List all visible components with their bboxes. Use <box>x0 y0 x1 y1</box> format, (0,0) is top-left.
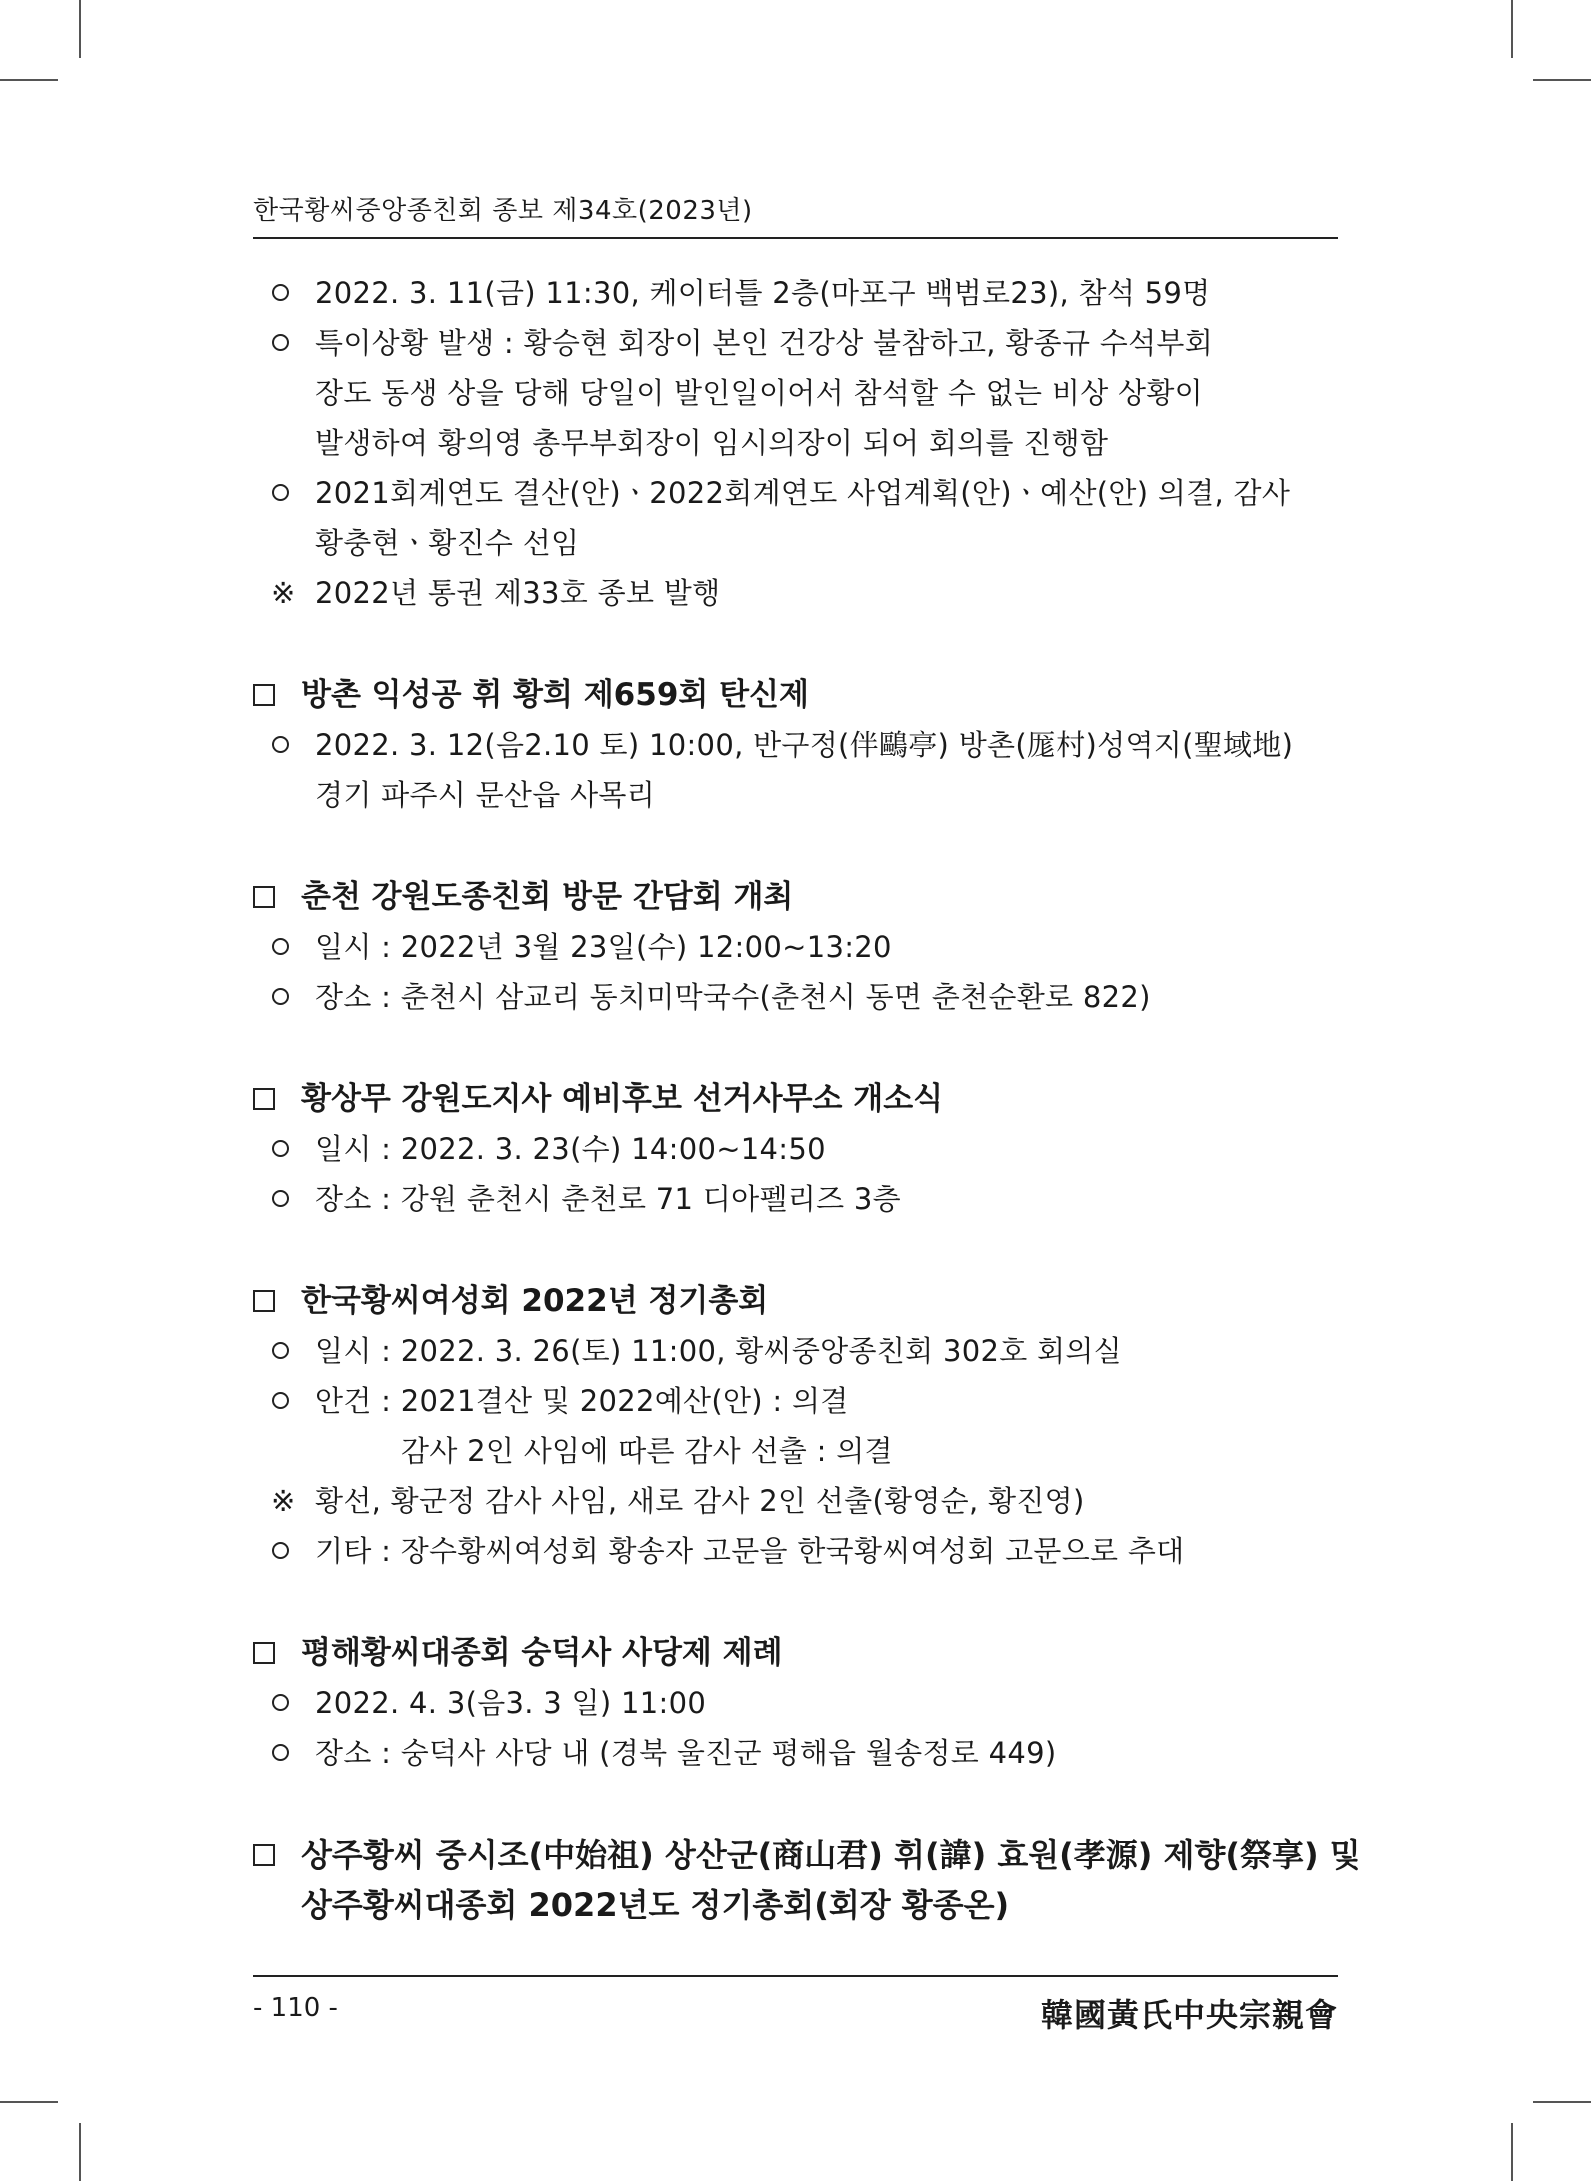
circle-bullet-icon <box>272 1694 289 1711</box>
section-heading-text: 상주황씨대종회 2022년도 정기총회(회장 황종온) <box>301 1886 1010 1924</box>
circle-bullet-icon <box>272 1542 289 1559</box>
list-item <box>253 1174 1338 1224</box>
list-item-text: 장소 : 강원 춘천시 춘천로 71 디아펠리즈 3층 <box>315 1182 901 1216</box>
checkbox-square-icon <box>253 1642 275 1664</box>
circle-bullet-icon <box>272 736 289 753</box>
list-item <box>253 1678 1338 1728</box>
list-item-text: 장도 동생 상을 당해 당일이 발인일이어서 참석할 수 없는 비상 상황이 <box>315 376 1203 410</box>
section-heading-text: 방촌 익성공 휘 황희 제659회 탄신제 <box>301 677 809 713</box>
list-item <box>253 1124 1338 1174</box>
list-item <box>253 1526 1338 1576</box>
section-heading <box>253 1276 1338 1326</box>
checkbox-square-icon <box>253 1088 275 1110</box>
list-item-text: 황충현ㆍ황진수 선임 <box>315 526 580 560</box>
footer-org-name: 韓國黃氏中央宗親會 <box>1040 1996 1338 2034</box>
circle-bullet-icon <box>272 284 289 301</box>
list-item-text: 안건 : 2021결산 및 2022예산(안) : 의결 <box>315 1384 849 1418</box>
section <box>253 1830 1361 1930</box>
circle-bullet-icon <box>272 988 289 1005</box>
circle-bullet-icon <box>272 1140 289 1157</box>
crop-mark <box>1511 0 1513 58</box>
crop-mark <box>1511 2123 1513 2181</box>
list-item <box>253 1376 1338 1476</box>
crop-mark <box>79 0 81 58</box>
section <box>253 670 1338 820</box>
section-heading <box>253 1830 1361 1930</box>
crop-mark <box>0 79 58 81</box>
page-body <box>253 268 1361 1930</box>
crop-mark <box>1533 2101 1591 2103</box>
list-item-text: 일시 : 2022. 3. 26(토) 11:00, 황씨중앙종친회 302호 회의실 <box>315 1334 1122 1368</box>
checkbox-square-icon <box>253 1290 275 1312</box>
section <box>253 1628 1338 1778</box>
checkbox-square-icon <box>253 684 275 706</box>
section-heading-text: 평해황씨대종회 숭덕사 사당제 제례 <box>301 1635 783 1671</box>
list-item-text: 2022년 통권 제33호 종보 발행 <box>315 576 721 610</box>
header-rule <box>253 237 1338 239</box>
list-item-subtext: 감사 2인 사임에 따른 감사 선출 : 의결 <box>401 1434 893 1468</box>
section-heading-text: 황상무 강원도지사 예비후보 선거사무소 개소식 <box>301 1081 944 1117</box>
circle-bullet-icon <box>272 1190 289 1207</box>
circle-bullet-icon <box>272 334 289 351</box>
list-item <box>253 468 1338 568</box>
section <box>253 268 1338 618</box>
crop-mark <box>0 2101 58 2103</box>
list-item-text: 황선, 황군정 감사 사임, 새로 감사 2인 선출(황영순, 황진영) <box>315 1484 1085 1518</box>
circle-bullet-icon <box>272 1744 289 1761</box>
section-heading <box>253 872 1338 922</box>
list-item <box>253 922 1338 972</box>
list-item <box>253 1728 1338 1778</box>
list-item <box>253 1326 1338 1376</box>
list-item-text: 장소 : 숭덕사 사당 내 (경북 울진군 평해읍 월송정로 449) <box>315 1736 1057 1770</box>
list-item-text: 경기 파주시 문산읍 사목리 <box>315 778 656 812</box>
section-heading <box>253 1074 1338 1124</box>
section <box>253 1276 1338 1576</box>
section <box>253 872 1338 1022</box>
circle-bullet-icon <box>272 938 289 955</box>
section-heading <box>253 1628 1338 1678</box>
reference-mark-icon: ※ <box>271 576 296 610</box>
section-heading-text: 한국황씨여성회 2022년 정기총회 <box>301 1283 769 1319</box>
list-item <box>253 568 1338 618</box>
list-item <box>253 1476 1338 1526</box>
reference-mark-icon: ※ <box>271 1484 296 1518</box>
list-item-text: 일시 : 2022. 3. 23(수) 14:00~14:50 <box>315 1132 826 1166</box>
list-item-text: 일시 : 2022년 3월 23일(수) 12:00~13:20 <box>315 930 892 964</box>
section <box>253 1074 1338 1224</box>
list-item <box>253 972 1338 1022</box>
running-title: 한국황씨중앙종친회 종보 제34호(2023년) <box>253 196 753 226</box>
list-item <box>253 318 1338 468</box>
section-heading-text: 춘천 강원도종친회 방문 간담회 개최 <box>301 879 794 915</box>
list-item <box>253 268 1338 318</box>
circle-bullet-icon <box>272 484 289 501</box>
list-item-text: 2022. 3. 12(음2.10 토) 10:00, 반구정(伴鷗亭) 방촌(厖村)성역지(聖域地) <box>315 728 1294 762</box>
checkbox-square-icon <box>253 1844 275 1866</box>
circle-bullet-icon <box>272 1342 289 1359</box>
list-item-text: 2022. 3. 11(금) 11:30, 케이터틀 2층(마포구 백범로23), 참석 59명 <box>315 276 1211 310</box>
footer-rule <box>253 1975 1338 1977</box>
list-item-text: 장소 : 춘천시 삼교리 동치미막국수(춘천시 동면 춘천순환로 822) <box>315 980 1151 1014</box>
section-heading-text: 상주황씨 중시조(中始祖) 상산군(商山君) 휘(諱) 효원(孝源) 제향(祭享) 및 <box>301 1836 1361 1874</box>
list-item-text: 2021회계연도 결산(안)ㆍ2022회계연도 사업계획(안)ㆍ예산(안) 의결, 감사 <box>315 476 1291 510</box>
checkbox-square-icon <box>253 886 275 908</box>
crop-mark <box>1533 79 1591 81</box>
list-item-text: 기타 : 장수황씨여성회 황송자 고문을 한국황씨여성회 고문으로 추대 <box>315 1534 1185 1568</box>
list-item-text: 2022. 4. 3(음3. 3 일) 11:00 <box>315 1686 707 1720</box>
list-item-text: 발생하여 황의영 총무부회장이 임시의장이 되어 회의를 진행함 <box>315 426 1109 460</box>
circle-bullet-icon <box>272 1392 289 1409</box>
list-item <box>253 720 1338 820</box>
page-number: - 110 - <box>253 1993 338 2023</box>
list-item-text: 특이상황 발생 : 황승현 회장이 본인 건강상 불참하고, 황종규 수석부회 <box>315 326 1214 360</box>
crop-mark <box>79 2123 81 2181</box>
section-heading <box>253 670 1338 720</box>
